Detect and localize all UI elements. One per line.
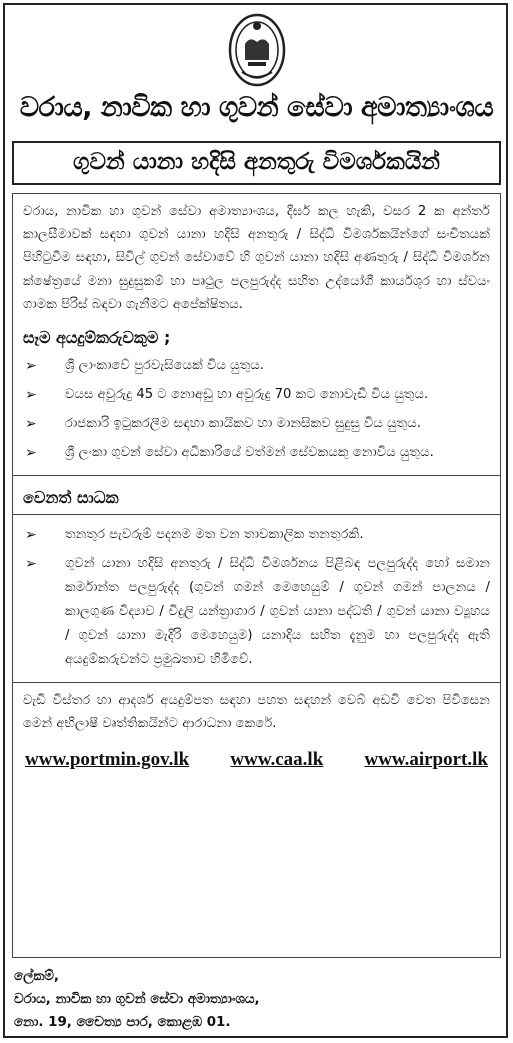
website-links: [23, 749, 490, 771]
closing-paragraph: වැඩි විස්තර හා ආදර්ශ අයදුම්පත සඳහා පහත සඳහන් වෙබ් අඩවි වෙත පිවිසෙන මෙන් අභිලාෂී වෘත්තිකයින්ට ආරාධනා කෙරේ.: [23, 693, 490, 732]
arrow-bullet-icon: ➢: [25, 358, 37, 375]
address-line: වරාය, නාවික හා ගුවන් සේවා අමාත්‍යාංශය,: [14, 992, 260, 1007]
advertisement-body: [12, 193, 501, 958]
ministry-title: වරාය, නාවික හා ගුවන් සේවා අමාත්‍යාංශය: [19, 92, 494, 123]
arrow-bullet-icon: ➢: [25, 445, 37, 462]
intro-paragraph: වරාය, නාවික හා ගුවන් සේවා අමාත්‍යාංශය, දීර්ඝ කල හැකි, වසර 2 ක අන්තර් කාලසීමාවක් සඳහා ගුවන් යානා හදිසි අනතුරු / සිද්ධි විමර්ශකයින්ගේ සංචිතයක් පිහිටුවීම සඳහා, සිවිල් ගුවන් සේවාවේ හි ගුවන් යානා හදිසි අණතුරු / සිද්ධි විමර්ශන ක්ෂේත්‍රයේ මනා සුදුසුකම් හා පෘථුල පලපුරුද්ද සහිත උද්යෝගී කාර්යශූර හා ස්වයං ගාමක පිරිස් බඳවා ගැනීමට අපේක්ෂිතය.: [23, 204, 490, 312]
list-item-text: ශ්‍රී ලාංකාවේ පුරවැසියෙක් විය යුතුය.: [65, 358, 264, 374]
website-link-airport[interactable]: www.airport.lk: [364, 749, 488, 771]
section-divider: [13, 682, 500, 683]
arrow-bullet-icon: ➢: [25, 387, 37, 404]
list-item-text: රාජකාරි ඉටුකරලීම සඳහා කායිකව හා මානසිකව සුදුසු විය යුතුය.: [65, 416, 421, 432]
list-item: [23, 383, 490, 407]
website-link-portmin[interactable]: www.portmin.gov.lk: [25, 749, 190, 771]
sri-lanka-emblem-icon: [228, 12, 286, 88]
vacancy-title: ගුවන් යානා හදිසි අනතුරු විමර්ශකයින්: [12, 141, 501, 185]
arrow-bullet-icon: ➢: [25, 416, 37, 433]
contact-address: [14, 965, 494, 1034]
address-line: ලේකම්,: [14, 969, 59, 984]
section-divider: [13, 514, 500, 515]
list-item-text: ශ්‍රී ලංකා ගුවන් සේවා අධිකාරියේ වත්මන් සේවකයකු නොවිය යුතුය.: [65, 445, 434, 461]
website-link-caa[interactable]: www.caa.lk: [230, 749, 324, 771]
arrow-bullet-icon: ➢: [25, 556, 37, 573]
section-divider: [13, 475, 500, 476]
qualifications-heading: සෑම අයදුම්කරුවකුම ;: [23, 328, 171, 348]
list-item: [23, 523, 490, 547]
other-factors-heading: වෙනත් සාධක: [23, 488, 119, 508]
list-item: [23, 354, 490, 378]
list-item-text: ගුවන් යානා හදිසි අනතුරු / සිද්ධි විමර්ශනය පිළිබඳ පලපුරුද්ද හෝ සමාන කර්මාන්ත පලපුරුද්ද (ගුවන් ගමන් මෙහෙයුම් / ගුවන් ගමන් පාලනය / කාලගුණ විද්‍යාව / විදුලි යන්ත්‍රාගාර / ගුවන් යානා පද්ධති / ගුවන් යානා ව්‍යූහය / ගුවන් යානා මැදිරි මෙහෙයුම) යනාදිය සහිත දැනුම හා පලපුරුද්ද ඇති අයදුම්කරුවන්ට ප්‍රමුඛතාව හිමිවේ.: [65, 556, 490, 668]
list-item-text: වයස අවුරුදු 45 ට නොඅඩු හා අවුරුදු 70 කට නොවැඩි විය යුතුය.: [65, 387, 429, 403]
list-item: [23, 441, 490, 465]
other-factors-list: [23, 523, 490, 672]
qualifications-list: [23, 354, 490, 465]
arrow-bullet-icon: ➢: [25, 527, 37, 544]
list-item: [23, 552, 490, 672]
list-item-text: තනතුර පැවරුම් පදනම මත වන තාවකාලික තනතුරකි.: [65, 527, 364, 543]
list-item: [23, 412, 490, 436]
address-line: නො. 19, චෛත්‍ය පාර, කොළඹ 01.: [14, 1015, 231, 1030]
